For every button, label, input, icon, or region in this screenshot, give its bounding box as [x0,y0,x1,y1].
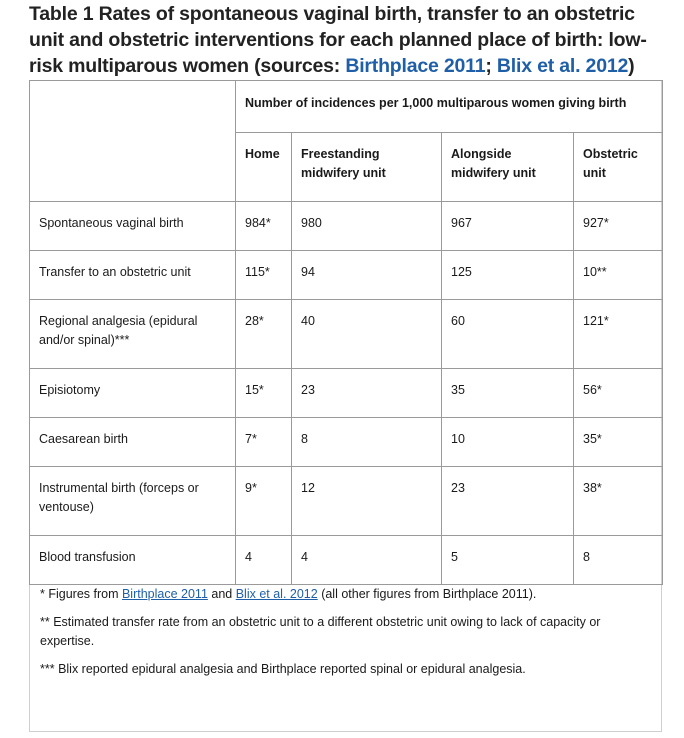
footnote-birthplace-2011-link[interactable]: Birthplace 2011 [121,587,208,601]
cell-freestanding: 12 [292,467,442,536]
footnotes [30,585,661,688]
cell-freestanding: 4 [292,536,442,585]
blix-2012-link[interactable]: Blix et al. 2012 [496,55,629,77]
column-header-home: Home [236,133,292,202]
footnote-2: ** Estimated transfer rate from an obstetric unit to a different obstetric unit owing to lack of capacity or expertise. [40,615,601,648]
table-row [30,202,663,251]
cell-alongside: 5 [442,536,574,585]
cell-alongside: 35 [442,369,574,418]
cell-alongside: 125 [442,251,574,300]
cell-alongside: 10 [442,418,574,467]
caption-text: Table 1 Rates of spontaneous vaginal birth, transfer to an obstetric unit and obstetric interventions for each planned place of birth: low-risk multiparous women (sources: [29,3,647,77]
row-label: Caesarean birth [30,418,236,467]
footnote-1-mid: and [207,587,236,601]
cell-freestanding: 980 [292,202,442,251]
cell-obstetric: 8 [574,536,663,585]
cell-home: 115* [236,251,292,300]
cell-alongside: 23 [442,467,574,536]
column-header-obstetric: Obstetric unit [574,133,663,202]
cell-obstetric: 927* [574,202,663,251]
cell-home: 15* [236,369,292,418]
row-label: Instrumental birth (forceps or ventouse) [30,467,236,536]
cell-obstetric: 38* [574,467,663,536]
caption-suffix: ) [628,55,635,77]
footnote-blix-2012-link[interactable]: Blix et al. 2012 [235,587,318,601]
table-row [30,369,663,418]
birthplace-2011-link[interactable]: Birthplace 2011 [345,55,486,77]
table-row [30,300,663,369]
table-container [29,80,662,732]
table-row [30,536,663,585]
row-label: Episiotomy [30,369,236,418]
column-header-alongside: Alongside midwifery unit [442,133,574,202]
table-row [30,467,663,536]
row-label: Spontaneous vaginal birth [30,202,236,251]
footnote-1 [40,585,651,604]
cell-obstetric: 10** [574,251,663,300]
cell-alongside: 967 [442,202,574,251]
footnote-1-suffix: (all other figures from Birthplace 2011). [317,587,537,601]
cell-home: 984* [236,202,292,251]
footnote-3: *** Blix reported epidural analgesia and Birthplace reported spinal or epidural analgesia. [40,662,526,676]
cell-obstetric: 35* [574,418,663,467]
data-table [29,80,663,585]
cell-obstetric: 121* [574,300,663,369]
empty-corner-cell [30,81,236,202]
table-row [30,418,663,467]
cell-alongside: 60 [442,300,574,369]
footnote-1-prefix: * Figures from [40,587,122,601]
cell-freestanding: 23 [292,369,442,418]
cell-freestanding: 94 [292,251,442,300]
row-label: Transfer to an obstetric unit [30,251,236,300]
cell-home: 28* [236,300,292,369]
cell-home: 4 [236,536,292,585]
row-label: Blood transfusion [30,536,236,585]
caption-separator: ; [485,55,497,77]
row-label: Regional analgesia (epidural and/or spinal)*** [30,300,236,369]
table-caption [29,1,669,79]
cell-freestanding: 8 [292,418,442,467]
group-header: Number of incidences per 1,000 multiparous women giving birth [236,81,663,133]
cell-obstetric: 56* [574,369,663,418]
table-row [30,251,663,300]
cell-freestanding: 40 [292,300,442,369]
column-header-freestanding: Freestanding midwifery unit [292,133,442,202]
cell-home: 9* [236,467,292,536]
cell-home: 7* [236,418,292,467]
group-header-row [30,81,663,133]
